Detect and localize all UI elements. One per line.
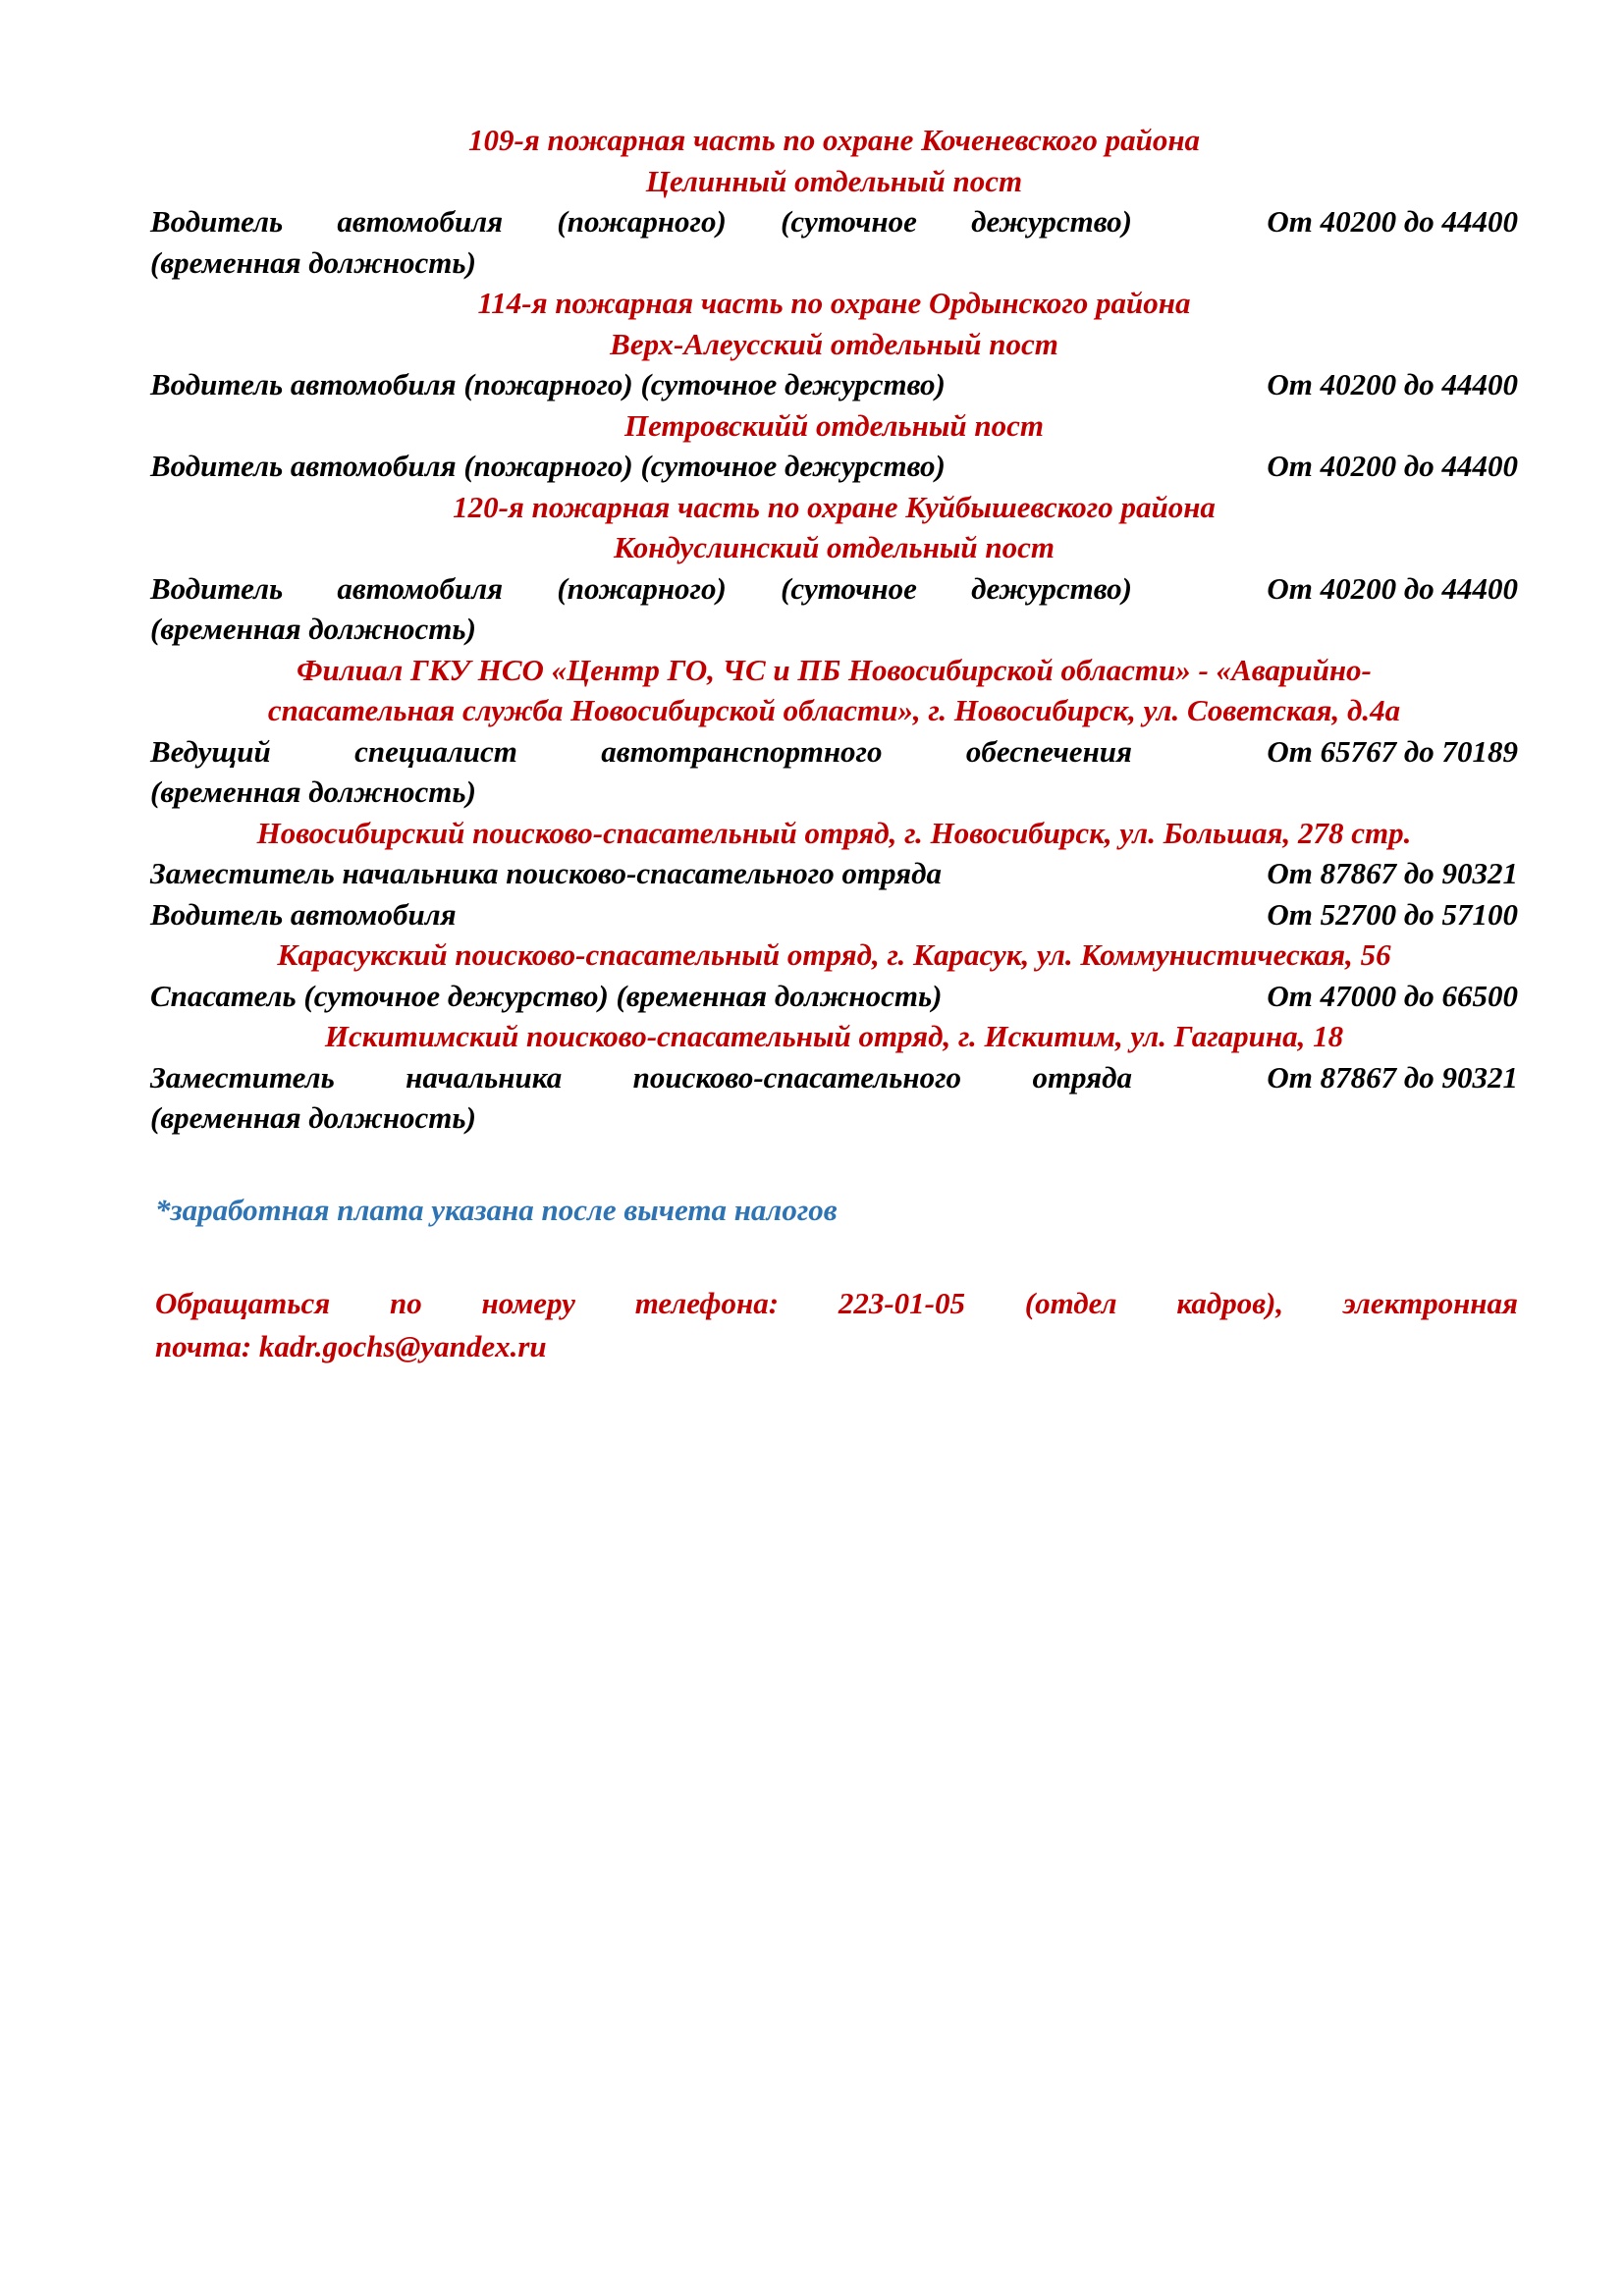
section-heading: 120-я пожарная часть по охране Куйбышевского района [453, 489, 1216, 524]
salary-range: От 65767 до 70189 [1267, 733, 1518, 769]
section-heading: Искитимский поисково-спасательный отряд, г. Искитим, ул. Гагарина, 18 [324, 1019, 1344, 1053]
salary-footnote: *заработная плата указана после вычета налогов [155, 1193, 838, 1227]
section-heading: Филиал ГКУ НСО «Центр ГО, ЧС и ПБ Новосибирской области» - «Аварийно- [297, 652, 1372, 687]
position-cell [150, 853, 1132, 894]
section-subheading: Целинный отдельный пост [645, 163, 1023, 198]
vacancy-row [150, 201, 1518, 283]
position-cell [150, 1057, 1132, 1139]
position-cell [150, 976, 1132, 1017]
position-title: Заместитель начальника поисково-спасательного отряда [150, 856, 942, 890]
section-subheading: Верх-Алеусский отдельный пост [610, 326, 1058, 361]
position-title: Водитель автомобиля (пожарного) (суточное дежурство) [150, 367, 946, 401]
position-title: Водитель автомобиля (пожарного) (суточное дежурство) [150, 204, 1132, 239]
vacancy-row [150, 568, 1518, 650]
position-note: (временная должность) [150, 1100, 476, 1135]
position-note: (временная должность) [150, 774, 476, 809]
position-title: Водитель автомобиля (пожарного) (суточное дежурство) [150, 570, 1132, 606]
vacancy-list [150, 120, 1518, 1139]
section-subheading: Кондуслинский отдельный пост [613, 530, 1056, 564]
vacancy-row [150, 364, 1518, 405]
position-cell [150, 364, 1132, 405]
vacancy-row [150, 853, 1518, 894]
salary-range: От 40200 до 44400 [1267, 449, 1518, 483]
salary-range: От 87867 до 90321 [1267, 1059, 1518, 1095]
position-title: Заместитель начальника поисково-спасательного отряда [150, 1059, 1132, 1095]
position-cell [150, 568, 1132, 650]
position-title: Водитель автомобиля (пожарного) (суточное дежурство) [150, 449, 946, 483]
section-heading: Новосибирский поисково-спасательный отряд, г. Новосибирск, ул. Большая, 278 стр. [256, 815, 1412, 850]
contact-email-line: почта: kadr.gochs@yandex.ru [155, 1329, 547, 1363]
vacancy-row [150, 446, 1518, 487]
section-heading: Карасукский поисково-спасательный отряд, г. Карасук, ул. Коммунистическая, 56 [277, 937, 1391, 972]
position-cell [150, 894, 1132, 935]
position-title: Водитель автомобиля [150, 896, 457, 932]
position-title: Ведущий специалист автотранспортного обеспечения [150, 733, 1132, 769]
position-title: Спасатель (суточное дежурство) (временная должность) [150, 978, 943, 1013]
position-note: (временная должность) [150, 612, 476, 646]
section-heading: спасательная служба Новосибирской области», г. Новосибирск, ул. Советская, д.4а [267, 693, 1401, 727]
position-cell [150, 731, 1132, 813]
vacancy-row [150, 1057, 1518, 1139]
vacancy-row [150, 894, 1518, 935]
salary-range: От 87867 до 90321 [1267, 856, 1518, 890]
section-heading: 114-я пожарная часть по охране Ордынского района [477, 286, 1191, 320]
contact-phone-line: Обращаться по номеру телефона: 223-01-05 (отдел кадров), электронная [155, 1286, 1518, 1320]
salary-range: От 47000 до 66500 [1267, 978, 1518, 1013]
vacancy-row [150, 976, 1518, 1017]
contact-info [155, 1282, 1518, 1368]
vacancy-row [150, 731, 1518, 813]
section-subheading: Петровскийй отдельный пост [624, 407, 1044, 443]
salary-range: От 40200 до 44400 [1267, 204, 1518, 239]
section-heading: 109-я пожарная часть по охране Коченевского района [467, 123, 1201, 157]
salary-range: От 52700 до 57100 [1267, 896, 1518, 932]
position-cell [150, 446, 1132, 487]
salary-range: От 40200 до 44400 [1267, 570, 1518, 606]
salary-range: От 40200 до 44400 [1267, 367, 1518, 401]
position-note: (временная должность) [150, 244, 476, 280]
position-cell [150, 201, 1132, 283]
